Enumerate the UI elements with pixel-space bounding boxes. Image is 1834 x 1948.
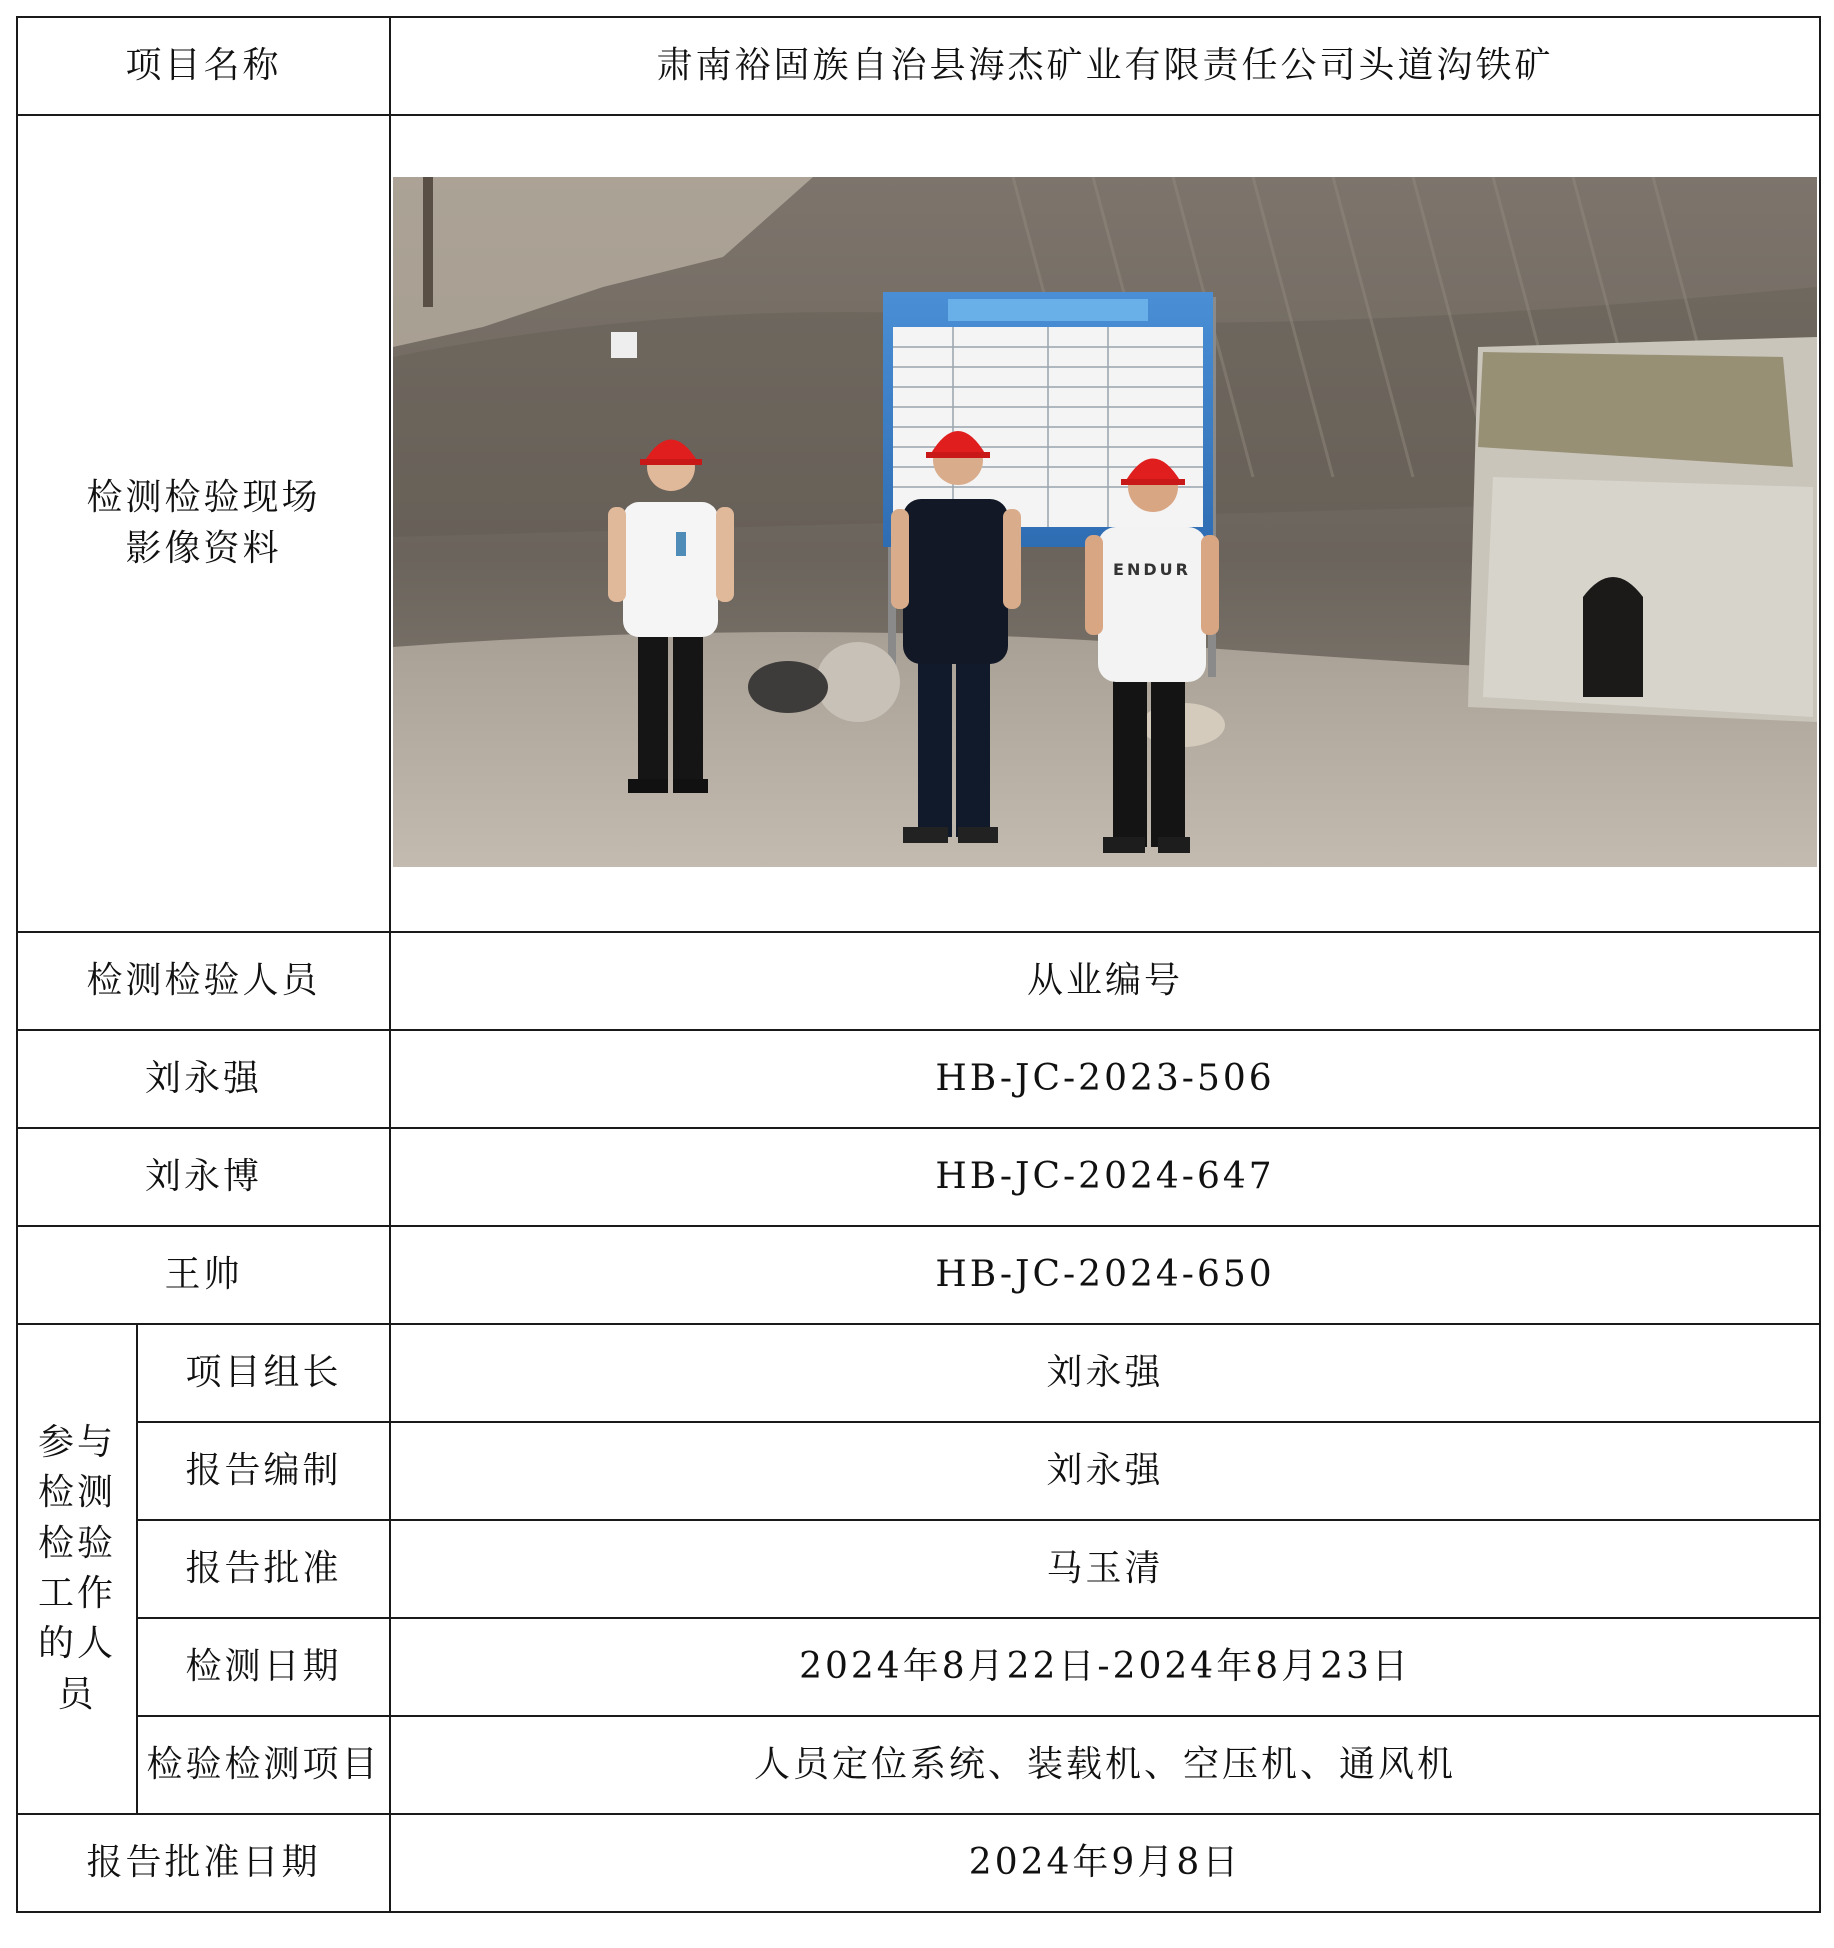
personnel-name-header: 检测检验人员 bbox=[17, 932, 390, 1030]
photo-label-line1: 检测检验现场 bbox=[86, 477, 321, 519]
participant-role: 检测日期 bbox=[137, 1618, 390, 1716]
participant-value: 刘永强 bbox=[390, 1422, 1820, 1520]
approval-label: 报告批准日期 bbox=[17, 1814, 390, 1912]
participant-role: 检验检测项目 bbox=[137, 1716, 390, 1814]
shirt-text: ENDUR bbox=[1113, 560, 1191, 579]
personnel-row bbox=[17, 1128, 1820, 1226]
photo-cell bbox=[390, 115, 1820, 932]
participant-role: 报告编制 bbox=[137, 1422, 390, 1520]
personnel-row bbox=[17, 1226, 1820, 1324]
personnel-row bbox=[17, 1030, 1820, 1128]
project-label: 项目名称 bbox=[17, 17, 390, 115]
personnel-name: 刘永博 bbox=[17, 1128, 390, 1226]
report-table bbox=[16, 16, 1821, 1913]
group-label-line: 的人 bbox=[37, 1623, 116, 1665]
approval-row bbox=[17, 1814, 1820, 1912]
participant-row bbox=[17, 1520, 1820, 1618]
group-label-line: 工作 bbox=[37, 1573, 116, 1614]
project-row bbox=[17, 17, 1820, 115]
photo-label bbox=[17, 115, 390, 932]
participants-group-label bbox=[17, 1324, 137, 1814]
personnel-id: HB-JC-2024-650 bbox=[390, 1226, 1820, 1324]
personnel-name: 刘永强 bbox=[17, 1030, 390, 1128]
photo-row bbox=[17, 115, 1820, 932]
personnel-id: HB-JC-2023-506 bbox=[390, 1030, 1820, 1128]
group-label-line: 员 bbox=[57, 1673, 97, 1715]
personnel-id-header: 从业编号 bbox=[390, 932, 1820, 1030]
participant-row bbox=[17, 1324, 1820, 1422]
personnel-name: 王帅 bbox=[17, 1226, 390, 1324]
personnel-header-row bbox=[17, 932, 1820, 1030]
participant-value: 人员定位系统、装载机、空压机、通风机 bbox=[390, 1716, 1820, 1814]
participant-row bbox=[17, 1716, 1820, 1814]
site-photo bbox=[393, 177, 1817, 867]
project-name: 肃南裕固族自治县海杰矿业有限责任公司头道沟铁矿 bbox=[390, 17, 1820, 115]
approval-date: 2024年9月8日 bbox=[390, 1814, 1820, 1912]
group-label-line: 参与 bbox=[37, 1421, 116, 1463]
photo-label-line2: 影像资料 bbox=[125, 527, 282, 569]
participant-row bbox=[17, 1422, 1820, 1520]
group-label-line: 检测 bbox=[37, 1472, 116, 1514]
site-photo-illustration bbox=[393, 177, 1817, 867]
group-label-line: 检验 bbox=[37, 1522, 116, 1564]
participant-value: 马玉清 bbox=[390, 1520, 1820, 1618]
participant-value: 刘永强 bbox=[390, 1324, 1820, 1422]
participant-role: 项目组长 bbox=[137, 1324, 390, 1422]
participant-role: 报告批准 bbox=[137, 1520, 390, 1618]
participant-row bbox=[17, 1618, 1820, 1716]
participant-value: 2024年8月22日-2024年8月23日 bbox=[390, 1618, 1820, 1716]
personnel-id: HB-JC-2024-647 bbox=[390, 1128, 1820, 1226]
